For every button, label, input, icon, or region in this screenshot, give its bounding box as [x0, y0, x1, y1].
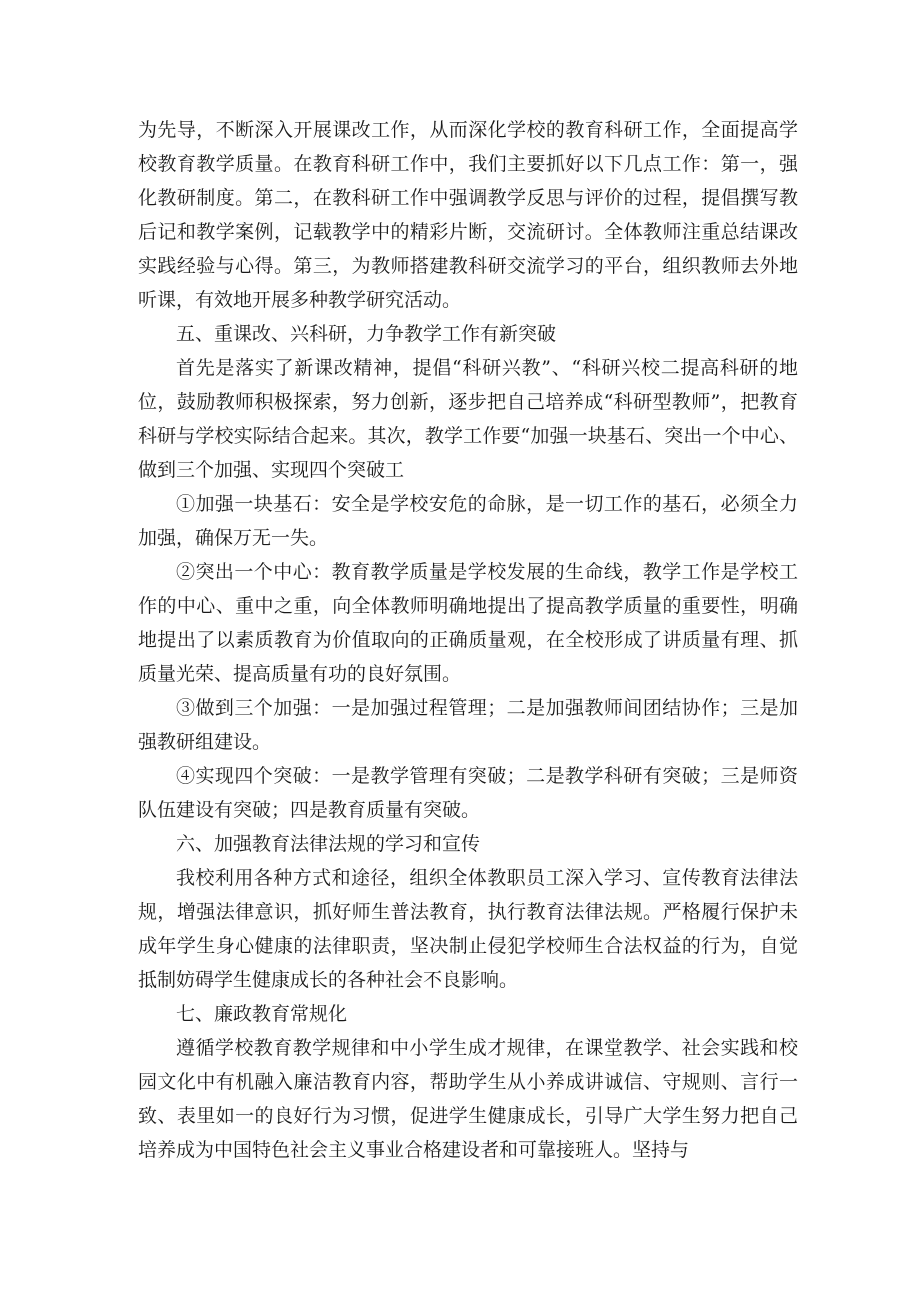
paragraph-law-education: 我校利用各种方式和途径，组织全体教职员工深入学习、宣传教育法律法规，增强法律意识，抓好师生普法教育，执行教育法律法规。严格履行保护未成年学生身心健康的法律职责，坚决制止侵犯学校师生合法权益的行为，自觉抵制妨碍学生健康成长的各种社会不良影响。	[138, 867, 798, 991]
section-heading-5: 五、重课改、兴科研，力争教学工作有新突破	[176, 323, 557, 345]
paragraph-point-4: ④实现四个突破：一是教学管理有突破；二是教学科研有突破；三是师资队伍建设有突破；四是教育质量有突破。	[138, 765, 798, 821]
section-heading-6: 六、加强教育法律法规的学习和宣传	[176, 833, 481, 855]
paragraph-point-2: ②突出一个中心：教育教学质量是学校发展的生命线，教学工作是学校工作的中心、重中之重，向全体教师明确地提出了提高教学质量的重要性，明确地提出了以素质教育为价值取向的正确质量观，在全校形成了讲质量有理、抓质量光荣、提高质量有功的良好氛围。	[138, 561, 798, 685]
paragraph-point-1: ①加强一块基石：安全是学校安危的命脉，是一切工作的基石，必须全力加强，确保万无一失。	[138, 493, 798, 549]
document-page	[138, 113, 798, 1167]
paragraph-integrity-education: 遵循学校教育教学规律和中小学生成才规律，在课堂教学、社会实践和校园文化中有机融入廉洁教育内容，帮助学生从小养成讲诚信、守规则、言行一致、表里如一的良好行为习惯，促进学生健康成长，引导广大学生努力把自己培养成为中国特色社会主义事业合格建设者和可靠接班人。坚持与	[138, 1037, 798, 1161]
paragraph-curriculum-reform: 首先是落实了新课改精神，提倡“科研兴教”、“科研兴校二提高科研的地位，鼓励教师积极探索，努力创新，逐步把自己培养成“科研型教师”，把教育科研与学校实际结合起来。其次，教学工作要“加强一块基石、突出一个中心、做到三个加强、实现四个突破工	[138, 357, 798, 481]
paragraph-point-3: ③做到三个加强：一是加强过程管理；二是加强教师间团结协作；三是加强教研组建设。	[138, 697, 798, 753]
section-heading-7: 七、廉政教育常规化	[176, 1003, 348, 1025]
paragraph-intro: 为先导，不断深入开展课改工作，从而深化学校的教育科研工作，全面提高学校教育教学质量。在教育科研工作中，我们主要抓好以下几点工作：第一，强化教研制度。第二，在教科研工作中强调教学反思与评价的过程，提倡撰写教后记和教学案例，记载教学中的精彩片断，交流研讨。全体教师注重总结课改实践经验与心得。第三，为教师搭建教科研交流学习的平台，组织教师去外地听课，有效地开展多种教学研究活动。	[138, 119, 798, 311]
